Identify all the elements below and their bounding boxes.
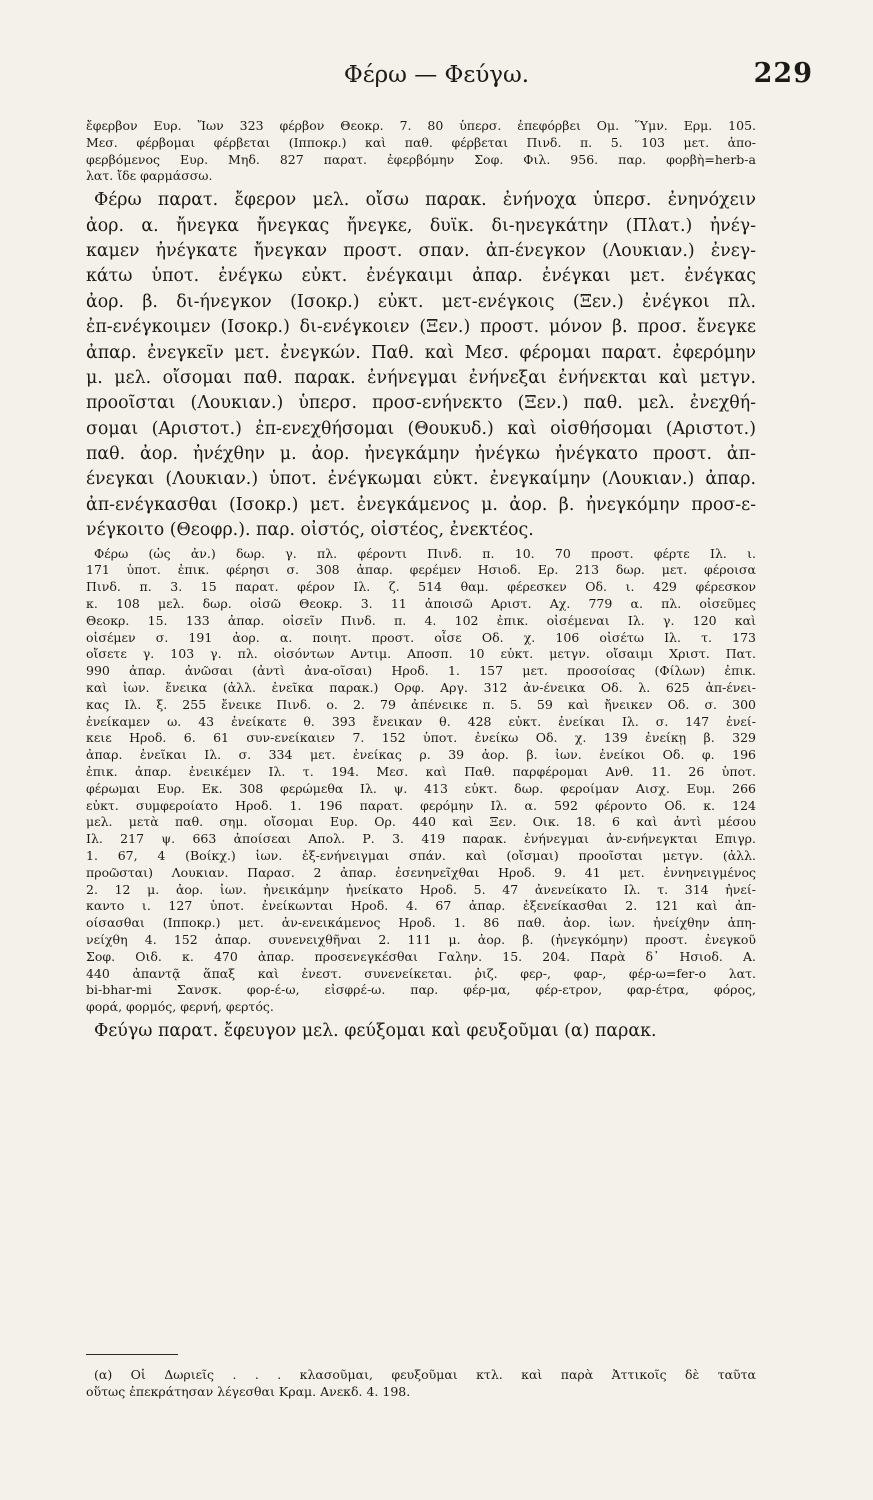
text-line: bi-bhar-mi Σανσκ. φορ-έ-ω, εἰσφρέ-ω. παρ. φέρ-μα, φέρ-ετρον, φαρ-έτρα, φόρος,	[86, 982, 756, 998]
text-line: σομαι (Αριστοτ.) ἐπ-ενεχθήσομαι (Θουκυδ.) καὶ οἰσθήσομαι (Αριστοτ.)	[86, 418, 756, 439]
running-title: Φέρω — Φεύγω.	[343, 62, 530, 88]
text-line: ένεγκαι (Λουκιαν.) ὑποτ. ἐνέγκωμαι εὐκτ. ἐνεγκαίμην (Λουκιαν.) ἀπαρ.	[86, 469, 756, 490]
text-line: εὐκτ. συμφεροίατο Ηροδ. 1. 196 παρατ. φερόμην Ιλ. α. 592 φέροντο Οδ. κ. 124	[86, 797, 756, 813]
text-line: κειε Ηροδ. 6. 61 συν-ενείκαιεν 7. 152 ὑποτ. ἐνείκω Οδ. χ. 139 ἐνείκῃ β. 329	[86, 730, 756, 746]
text-line: νέγκοιτο (Θεοφρ.). παρ. οἰστός, οἰστέος, ἐνεκτέος.	[86, 520, 534, 541]
text-line: παθ. ἀορ. ἠνέχθην μ. ἀορ. ἠνεγκάμην ἠνέγκω ἠνέγκατο προστ. ἀπ-	[86, 444, 756, 465]
text-line: κ. 108 μελ. δωρ. οἰσῶ Θεοκρ. 3. 11 ἀποισῶ Αριστ. Αχ. 779 α. πλ. οἰσεῦμες	[86, 596, 756, 612]
paragraph	[86, 188, 756, 543]
footnote-rule	[86, 1354, 178, 1355]
text-line: Φέρω παρατ. ἔφερον μελ. οἴσω παρακ. ἐνήνοχα ὑπερσ. ἐνηνόχειν	[94, 190, 756, 211]
text-line: μελ. μετὰ παθ. σημ. οἴσομαι Ευρ. Ορ. 440 καὶ Ξεν. Οικ. 18. 6 καὶ ἀντὶ μέσου	[86, 814, 756, 830]
text-line: λατ. ἴδε φαρμάσσω.	[86, 168, 213, 184]
text-line: φορά, φορμός, φερνή, φερτός.	[86, 999, 274, 1015]
text-line: Θεοκρ. 15. 133 ἀπαρ. οἰσεῖν Πινδ. π. 4. 102 ἐπικ. οἰσέμεναι Ιλ. γ. 120 καὶ	[86, 612, 756, 628]
page-body	[86, 118, 756, 1044]
text-line: 990 ἀπαρ. ἀνῶσαι (ἀντὶ ἀνα-οῖσαι) Ηροδ. 1. 157 μετ. προσοίσας (Φίλων) ἐπικ.	[86, 663, 756, 679]
text-line: φερβόμενος Ευρ. Μηδ. 827 παρατ. ἐφερβόμην Σοφ. Φιλ. 956. παρ. φορβὴ=herb-a	[86, 151, 756, 167]
text-line: φέρωμαι Ευρ. Εκ. 308 φερώμεθα Ιλ. ψ. 413 εὐκτ. δωρ. φεροίμαν Αισχ. Ευμ. 266	[86, 780, 756, 796]
text-line: οίσασθαι (Ιπποκρ.) μετ. ἀν-ενεικάμενος Ηροδ. 1. 86 παθ. ἀορ. ἰων. ἠνείχθην ἀπη-	[86, 915, 756, 931]
text-line: Ιλ. 217 ψ. 663 ἀποίσεαι Απολ. Ρ. 3. 419 παρακ. ἐνήνεγμαι ἀν-ενήνεγκται Επιγρ.	[86, 831, 756, 847]
text-line: 1. 67, 4 (Βοίκχ.) ἰων. ἐξ-ενήνειγμαι σπάν. καὶ (οἴσμαι) προοῖσται μετγν. (ἀλλ.	[86, 848, 756, 863]
text-line: προοῖσται (Λουκιαν.) ὑπερσ. προσ-ενήνεκτο (Ξεν.) παθ. μελ. ἐνεχθή-	[86, 393, 756, 414]
text-line: 171 ὑποτ. ἐπικ. φέρησι σ. 308 ἀπαρ. φερέμεν Ησιοδ. Ερ. 213 δωρ. μετ. φέροισα	[86, 562, 756, 578]
text-line: 440 ἀπαντᾷ ἅπαξ καὶ ἐνεστ. συνενείκεται. ῥιζ. φερ-, φαρ-, φέρ-ω=fer-o λατ.	[86, 965, 756, 981]
text-line: ἀορ. α. ἤνεγκα ἤνεγκας ἤνεγκε, δυϊκ. δι-ηνεγκάτην (Πλατ.) ἠνέγ-	[86, 215, 756, 236]
text-line: ἀορ. β. δι-ήνεγκον (Ισοκρ.) εὐκτ. μετ-ενέγκοις (Ξεν.) ἐνέγκοι πλ.	[86, 291, 756, 312]
text-line: καμεν ἠνέγκατε ἤνεγκαν προστ. σπαν. ἀπ-ένεγκον (Λουκιαν.) ἐνεγ-	[86, 240, 756, 261]
text-line: ἀπ-ενέγκασθαι (Ισοκρ.) μετ. ἐνεγκάμενος μ. ἀορ. β. ἠνεγκόμην προσ-ε-	[86, 494, 756, 515]
text-line: Σοφ. Οιδ. κ. 470 ἀπαρ. προσενεγκέσθαι Γαλην. 15. 204. Παρὰ δ᾽ Ησιοδ. Α.	[86, 948, 756, 964]
text-line: κάτω ὑποτ. ἐνέγκω εὐκτ. ἐνέγκαιμι ἀπαρ. ἐνέγκαι μετ. ἐνέγκας	[86, 266, 756, 287]
text-line: Φέρω (ὡς ἀν.) δωρ. γ. πλ. φέροντι Πινδ. π. 10. 70 προστ. φέρτε Ιλ. ι.	[94, 545, 756, 561]
text-line: ἐπικ. ἀπαρ. ἐνεικέμεν Ιλ. τ. 194. Μεσ. καὶ Παθ. παρφέρομαι Ανθ. 11. 26 ὑποτ.	[86, 764, 756, 780]
paragraph	[86, 118, 756, 185]
text-line: καντο ι. 127 ὑποτ. ἐνείκωνται Ηροδ. 4. 67 ἀπαρ. ἐξενείκασθαι 2. 121 καὶ ἀπ-	[86, 898, 756, 914]
paragraph	[86, 546, 756, 1016]
text-line: 2. 12 μ. ἀορ. ἰων. ἠνεικάμην ἠνείκατο Ηροδ. 5. 47 ἀνενείκατο Ιλ. τ. 314 ἠνεί-	[86, 881, 756, 897]
text-line: ἔφερβον Ευρ. Ἴων 323 φέρβον Θεοκρ. 7. 80 ὑπερσ. ἐπεφόρβει Ομ. Ὕμν. Ερμ. 105.	[86, 118, 756, 133]
page-number: 229	[753, 58, 813, 89]
text-line: κας Ιλ. ξ. 255 ἔνεικε Πινδ. ο. 2. 79 ἀπένεικε π. 5. 59 καὶ ἤνεικεν Οδ. σ. 300	[86, 696, 756, 712]
text-line: καὶ ἰων. ἔνεικα (ἀλλ. ἐνεῖκα παρακ.) Ορφ. Αργ. 312 ἀν-ένεικα Οδ. λ. 625 ἀπ-ένει-	[86, 680, 756, 696]
text-line: οἰσέμεν σ. 191 ἀορ. α. ποιητ. προστ. οἶσε Οδ. χ. 106 οἰσέτω Ιλ. τ. 173	[86, 629, 756, 645]
page-header	[0, 58, 873, 98]
footnote	[86, 1354, 756, 1401]
footnote-line: οὕτως ἐπεκράτησαν λέγεσθαι Κραμ. Ανεκδ. 4. 198.	[86, 1383, 411, 1399]
paragraph	[86, 1019, 756, 1044]
text-line: Φεύγω παρατ. ἔφευγον μελ. φεύξομαι καὶ φευξοῦμαι (α) παρακ.	[94, 1020, 657, 1041]
text-line: μ. μελ. οἴσομαι παθ. παρακ. ἐνήνεγμαι ἐνήνεξαι ἐνήνεκται καὶ μετγν.	[86, 367, 756, 388]
text-line: προῶσται) Λουκιαν. Παρασ. 2 ἀπαρ. ἐσενηνεῖχθαι Ηροδ. 9. 41 μετ. ἐννηνειγμένος	[86, 864, 756, 880]
text-line: Πινδ. π. 3. 15 παρατ. φέρον Ιλ. ζ. 514 θαμ. φέρεσκεν Οδ. ι. 429 φέρεσκον	[86, 579, 756, 595]
text-line: ἐνείκαμεν ω. 43 ἐνείκατε θ. 393 ἔνεικαν θ. 428 εὐκτ. ἐνείκαι Ιλ. σ. 147 ἐνεί-	[86, 713, 756, 729]
text-line: Μεσ. φέρβομαι φέρβεται (Ιπποκρ.) καὶ παθ. φέρβεται Πινδ. π. 5. 103 μετ. ἀπο-	[86, 134, 756, 150]
footnote-line: (α) Οἱ Δωριεῖς . . . κλασοῦμαι, φευξοῦμαι κτλ. καὶ παρὰ Ἀττικοῖς δὲ ταῦτα	[94, 1367, 756, 1382]
text-line: ἀπαρ. ἐνεῖκαι Ιλ. σ. 334 μετ. ἐνείκας ρ. 39 ἀορ. β. ἰων. ἐνείκοι Οδ. φ. 196	[86, 747, 756, 763]
text-line: νείχθη 4. 152 ἀπαρ. συνενειχθῆναι 2. 111 μ. ἀορ. β. (ἠνεγκόμην) προστ. ἐνεγκοῦ	[86, 931, 756, 947]
text-line: ἐπ-ενέγκοιμεν (Ισοκρ.) δι-ενέγκοιεν (Ξεν.) προστ. μόνον β. προσ. ἔνεγκε	[86, 317, 756, 338]
text-line: οἴσετε γ. 103 γ. πλ. οἰσόντων Αντιμ. Αποσπ. 10 εὐκτ. μετγν. οἴσαιμι Χριστ. Πατ.	[86, 646, 756, 662]
text-line: ἀπαρ. ἐνεγκεῖν μετ. ἐνεγκών. Παθ. καὶ Μεσ. φέρομαι παρατ. ἐφερόμην	[86, 342, 756, 363]
